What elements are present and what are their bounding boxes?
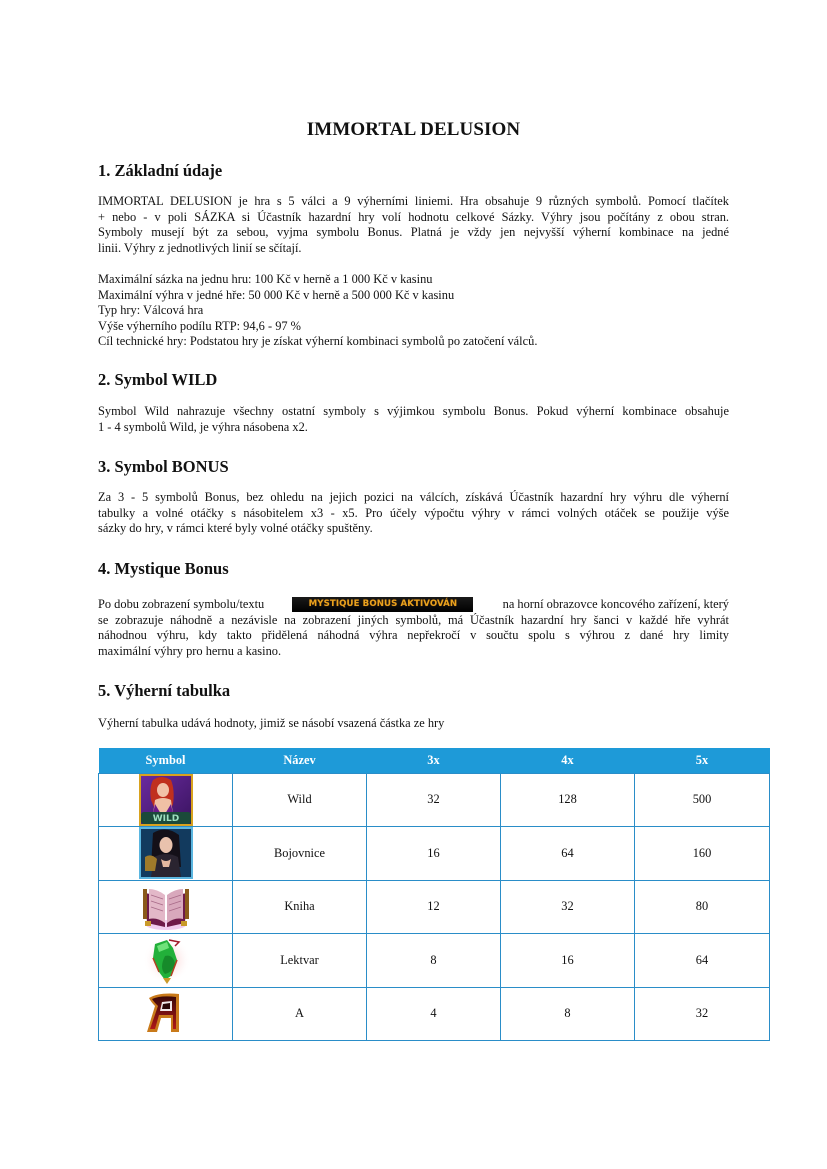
paragraph-text: Po dobu zobrazení symbolu/textu bbox=[98, 597, 265, 611]
symbol-cell bbox=[99, 773, 233, 827]
symbol-name-cell: Bojovnice bbox=[233, 827, 367, 881]
section-heading-wild: 2. Symbol WILD bbox=[98, 370, 218, 389]
paytable-intro: Výherní tabulka udává hodnoty, jimiž se násobí vsazená částka ze hry bbox=[98, 716, 445, 730]
payout-5x-cell: 64 bbox=[635, 934, 770, 988]
table-row bbox=[99, 987, 770, 1041]
paragraph-line: maximální výhry pro hernu a kasino. bbox=[98, 643, 282, 658]
book-symbol-icon bbox=[139, 881, 193, 933]
table-row bbox=[99, 827, 770, 881]
paragraph-line: sázky do hry, v rámci které byly volné otáčky spuštěny. bbox=[98, 521, 373, 536]
payout-5x-cell: 160 bbox=[635, 827, 770, 881]
column-header-symbol: Symbol bbox=[99, 748, 233, 773]
paragraph-line: Symboly musejí být za sebou, vyjma symbolu Bonus. Platná je vždy jen nejvyšší výherní kombinace na jedné bbox=[98, 225, 729, 240]
wild-symbol-icon bbox=[139, 774, 193, 826]
payout-4x-cell: 32 bbox=[501, 880, 635, 934]
payout-4x-cell: 128 bbox=[501, 773, 635, 827]
symbol-name-cell: Lektvar bbox=[233, 934, 367, 988]
section-wild-paragraph bbox=[98, 404, 729, 435]
symbol-cell bbox=[99, 827, 233, 881]
detail-game-type: Typ hry: Válcová hra bbox=[98, 303, 204, 318]
section-heading-basic-info: 1. Základní údaje bbox=[98, 161, 223, 180]
svg-text:WILD: WILD bbox=[152, 813, 179, 824]
payout-4x-cell: 64 bbox=[501, 827, 635, 881]
table-row bbox=[99, 934, 770, 988]
paragraph-line: Za 3 - 5 symbolů Bonus, bez ohledu na jejich pozici na válcích, získává Účastník hazardní hry výhru dle výherní bbox=[98, 490, 729, 504]
payout-5x-cell: 80 bbox=[635, 880, 770, 934]
payout-3x-cell: 32 bbox=[367, 773, 501, 827]
payout-3x-cell: 8 bbox=[367, 934, 501, 988]
paragraph-line-with-badge bbox=[98, 597, 729, 613]
payout-4x-cell: 8 bbox=[501, 987, 635, 1041]
detail-max-bet: Maximální sázka na jednu hru: 100 Kč v herně a 1 000 Kč v kasinu bbox=[98, 272, 433, 286]
letter-a-symbol-icon bbox=[139, 988, 193, 1040]
paragraph-line: linii. Výhry z jednotlivých linií se sčítají. bbox=[98, 240, 302, 255]
symbol-cell bbox=[99, 934, 233, 988]
paragraph-line: 1 - 4 symbolů Wild, je výhra násobena x2. bbox=[98, 419, 308, 434]
section-heading-mystique-bonus: 4. Mystique Bonus bbox=[98, 559, 229, 578]
paytable bbox=[98, 748, 770, 1041]
section-heading-bonus: 3. Symbol BONUS bbox=[98, 457, 229, 476]
column-header-4x: 4x bbox=[501, 748, 635, 773]
potion-symbol-icon bbox=[139, 934, 193, 986]
table-row bbox=[99, 880, 770, 934]
section-basic-info-paragraph bbox=[98, 194, 729, 256]
game-details-list bbox=[98, 272, 729, 350]
column-header-3x: 3x bbox=[367, 748, 501, 773]
section-heading-paytable: 5. Výherní tabulka bbox=[98, 681, 231, 700]
table-row bbox=[99, 773, 770, 827]
section-bonus-paragraph bbox=[98, 490, 729, 537]
symbol-name-cell: Kniha bbox=[233, 880, 367, 934]
section-mystique-paragraph bbox=[98, 597, 729, 659]
paragraph-line: náhodnou výhru, kdy takto přidělená náhodná výhra nepřekročí v součtu spolu s výhrou z dané hry limity bbox=[98, 628, 729, 643]
payout-3x-cell: 12 bbox=[367, 880, 501, 934]
column-header-5x: 5x bbox=[635, 748, 770, 773]
detail-rtp: Výše výherního podílu RTP: 94,6 - 97 % bbox=[98, 318, 301, 333]
symbol-cell bbox=[99, 987, 233, 1041]
payout-3x-cell: 4 bbox=[367, 987, 501, 1041]
symbol-cell bbox=[99, 880, 233, 934]
symbol-name-cell: Wild bbox=[233, 773, 367, 827]
symbol-name-cell: A bbox=[233, 987, 367, 1041]
paragraph-line: tabulky a volné otáčky s násobitelem x3 - x5. Pro účely výpočtu výhry v rámci volných otáček se použije výše bbox=[98, 505, 729, 520]
mystique-bonus-badge: MYSTIQUE BONUS AKTIVOVÁN bbox=[292, 597, 473, 612]
warrior-woman-symbol-icon bbox=[139, 827, 193, 879]
paragraph-line: Symbol Wild nahrazuje všechny ostatní symboly s výjimkou symbolu Bonus. Pokud výherní kombinace obsahuje bbox=[98, 404, 729, 418]
paragraph-line: se zobrazuje náhodně a nezávisle na zobrazení jiných symbolů, má Účastník hazardní hry šanci v každé hře vyhrát bbox=[98, 612, 729, 627]
document-title: IMMORTAL DELUSION bbox=[306, 119, 521, 140]
paytable-header-row bbox=[99, 748, 770, 773]
column-header-name: Název bbox=[233, 748, 367, 773]
detail-max-win: Maximální výhra v jedné hře: 50 000 Kč v herně a 500 000 Kč v kasinu bbox=[98, 287, 455, 302]
paragraph-text: na horní obrazovce koncového zařízení, který bbox=[502, 597, 729, 611]
payout-3x-cell: 16 bbox=[367, 827, 501, 881]
paragraph-line: + nebo - v poli SÁZKA si Účastník hazardní hry volí hodnotu celkové Sázky. Výhry jsou počítány z obou stran. bbox=[98, 209, 729, 224]
payout-4x-cell: 16 bbox=[501, 934, 635, 988]
payout-5x-cell: 500 bbox=[635, 773, 770, 827]
paragraph-line: IMMORTAL DELUSION je hra s 5 válci a 9 výherními liniemi. Hra obsahuje 9 různých symbolů. Pomocí tlačítek bbox=[98, 194, 729, 208]
detail-goal: Cíl technické hry: Podstatou hry je získat výherní kombinaci symbolů po zatočení válců. bbox=[98, 334, 538, 349]
payout-5x-cell: 32 bbox=[635, 987, 770, 1041]
